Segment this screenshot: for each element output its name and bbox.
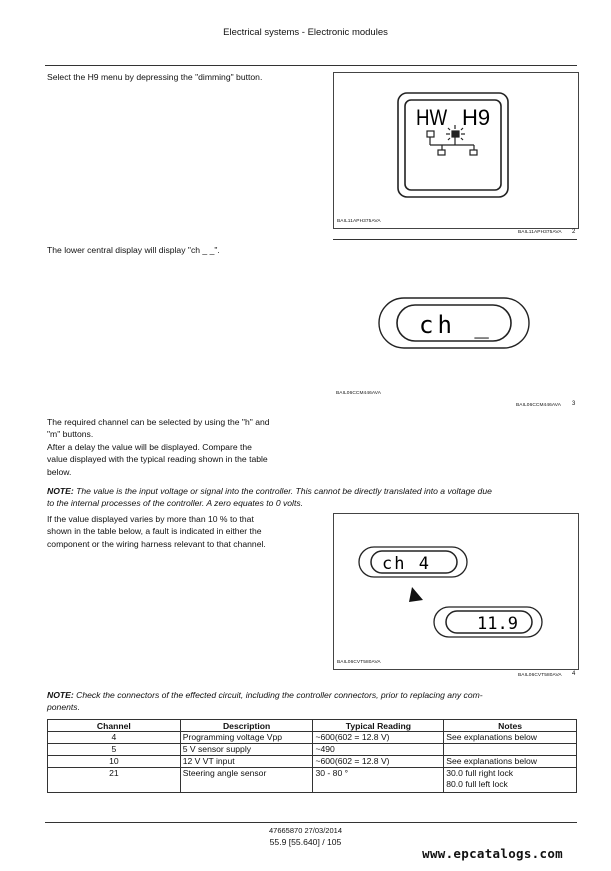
display-ch4-label: ch 4 — [382, 554, 431, 574]
col-header-channel: Channel — [48, 720, 181, 732]
figure-ch4-reading-display — [333, 513, 579, 670]
instruction-text-2: The lower central display will display "ch _ _". — [47, 245, 220, 255]
footer-rule — [45, 822, 577, 823]
cell-reading: ~490 — [313, 744, 444, 756]
display-ch-label: ch _ — [419, 311, 493, 339]
cell-notes — [444, 744, 577, 756]
cell-channel: 21 — [48, 768, 181, 793]
table-header-row — [48, 720, 577, 732]
cell-description: Steering angle sensor — [180, 768, 313, 793]
instruction-text-3-line5: below. — [47, 466, 72, 477]
display-hw-label: HW — [416, 106, 448, 131]
cell-description: 12 V VT input — [180, 756, 313, 768]
table-row — [48, 768, 577, 793]
instruction-text-4-line1: If the value displayed varies by more than 10 % to that — [47, 514, 254, 524]
header-rule — [45, 65, 577, 66]
instruction-text-3-line2: "m" buttons. — [47, 429, 94, 440]
cell-notes: See explanations below — [444, 732, 577, 744]
figure-separator-1 — [333, 239, 577, 240]
instruction-text-3-line1: The required channel can be selected by using the "h" and — [47, 417, 270, 427]
figure3-caption: BAIL06CVT580AVA — [337, 660, 381, 665]
cell-notes-line2: 80.0 full left lock — [446, 779, 508, 789]
instruction-text-1: Select the H9 menu by depressing the "dimming" button. — [47, 72, 263, 82]
note-1 — [47, 485, 577, 510]
figure3-caption-ref: BAIL06CVT580AVA — [518, 673, 562, 678]
note-2-label: NOTE: — [47, 690, 74, 700]
footer-page-number: 55.9 [55.640] / 105 — [269, 837, 342, 847]
col-header-notes: Notes — [444, 720, 577, 732]
figure2-number: 3 — [572, 401, 576, 407]
figure3-number: 4 — [572, 671, 576, 677]
watermark: www.epcatalogs.com — [422, 846, 563, 861]
footer-code: 47665870 27/03/2014 — [269, 826, 342, 835]
figure1-number: 2 — [572, 229, 576, 235]
instruction-text-4-line2: shown in the table below, a fault is indicated in either the — [47, 526, 262, 537]
ch4-reading-illustration — [334, 514, 578, 669]
instruction-text-4-line3: component or the wiring harness relevant to that channel. — [47, 538, 266, 549]
cell-reading: ~600(602 = 12.8 V) — [313, 756, 444, 768]
note-2 — [47, 689, 577, 714]
cell-channel: 10 — [48, 756, 181, 768]
table-row — [48, 732, 577, 744]
figure1-caption: BAIL11APH375AVA — [337, 219, 381, 224]
note-2-line2: ponents. — [47, 702, 80, 713]
page-header: Electrical systems - Electronic modules — [223, 27, 388, 38]
col-header-description: Description — [180, 720, 313, 732]
table-row — [48, 744, 577, 756]
cell-reading: ~600(602 = 12.8 V) — [313, 732, 444, 744]
arrow-indicator — [409, 587, 423, 602]
col-header-typical-reading: Typical Reading — [313, 720, 444, 732]
figure-ch-display — [333, 245, 577, 395]
ch-screen-illustration — [333, 245, 577, 395]
figure2-caption-ref: BAIL06CCM446AVA — [516, 403, 562, 408]
cell-channel: 5 — [48, 744, 181, 756]
figure-hw-h9-display — [333, 72, 579, 229]
cell-notes-line1: 30.0 full right lock — [446, 768, 514, 778]
note-1-line1: The value is the input voltage or signal into the controller. This cannot be directly translated into a voltage due — [76, 486, 492, 496]
instruction-text-3 — [47, 416, 327, 478]
cell-reading: 30 - 80 ° — [313, 768, 444, 793]
note-1-line2: to the internal processes of the controller. A zero equates to 0 volts. — [47, 498, 304, 509]
cell-description: Programming voltage Vpp — [180, 732, 313, 744]
channel-reading-table — [47, 719, 577, 793]
cell-notes — [444, 768, 577, 793]
instruction-text-3-line3: After a delay the value will be displayed. Compare the — [47, 441, 252, 452]
instruction-text-3-line4: value displayed with the typical reading shown in the table — [47, 454, 268, 465]
note-2-line1: Check the connectors of the effected circuit, including the controller connectors, prior to replacing any com- — [76, 690, 483, 700]
cell-notes: See explanations below — [444, 756, 577, 768]
display-reading-value: 11.9 — [477, 614, 518, 634]
hw-h9-screen-illustration — [334, 73, 578, 228]
table-row — [48, 756, 577, 768]
figure2-caption: BAIL06CCM446AVA — [336, 391, 382, 396]
display-h9-label: H9 — [462, 105, 491, 130]
note-1-label: NOTE: — [47, 486, 74, 496]
figure1-caption-ref: BAIL11APH375AVA — [518, 230, 562, 235]
cell-description: 5 V sensor supply — [180, 744, 313, 756]
instruction-text-4 — [47, 513, 327, 550]
cell-channel: 4 — [48, 732, 181, 744]
